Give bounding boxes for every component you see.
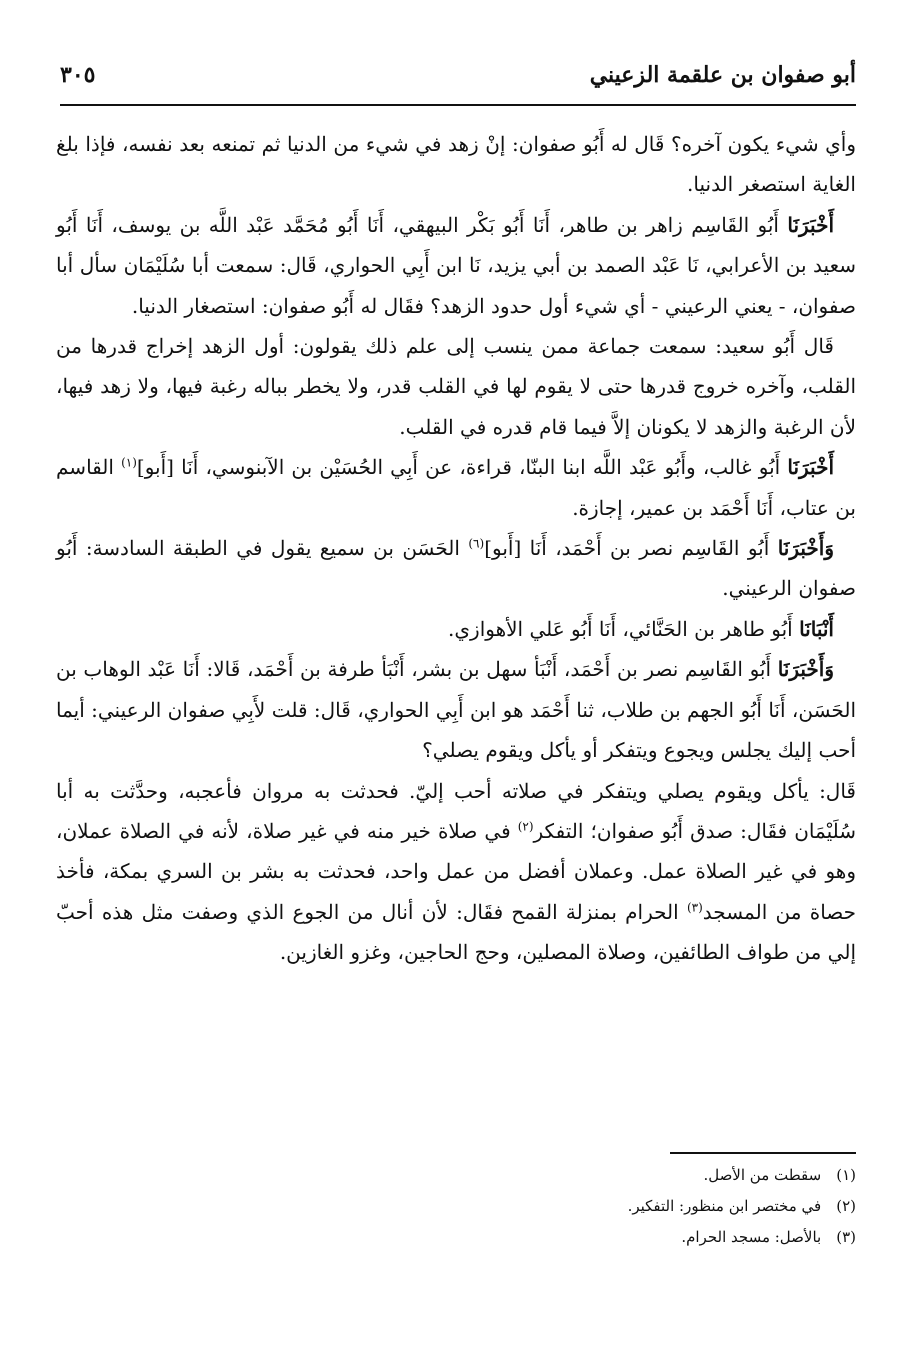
paragraph-text: الحَسَن بن سميع يقول في الطبقة السادسة: أَبُو صفوان الرعيني.: [56, 536, 856, 601]
footnote-reference: (٢): [517, 819, 534, 834]
paragraph-text: أَبُو القَاسِم زاهر بن طاهر، أَنَا أَبُو بَكْر البيهقي، أَنَا أَبُو مُحَمَّد عَبْد اللَّه بن يوسف، أَنَا أَبُو سعيد بن الأعرابي، نَا عَبْد الصمد بن أبي يزيد، نَا ابن أَبِي الحواري، قَال: سمعت أبا سُلَيْمَان سأل أبا صفوان، - يعني الرعيني - أي شيء أول حدود الزهد؟ فقَال له أَبُو صفوان: استصغار الدنيا.: [56, 212, 856, 318]
paragraph-text: الحرام بمنزلة القمح فقَال: لأن أنال من الجوع الذي وصفت مثل هذه أحبّ إلي من طواف الطائفين، وصلاة المصلين، وحج الحاجين، وغزو الغازين.: [56, 899, 856, 965]
footnotes: [420, 1160, 856, 1253]
paragraph-text: القاسم بن عتاب، أَنَا أَحْمَد بن عمير، إجازة.: [56, 455, 856, 520]
paragraph-3: [56, 326, 856, 447]
paragraph-lead-word: وَأَخْبَرَنَا: [777, 657, 835, 682]
footnote-reference: (٣): [686, 900, 703, 915]
paragraph-text: قَال أَبُو سعيد: سمعت جماعة ممن ينسب إلى علم ذلك يقولون: أول الزهد إخراج قدرها من القلب، وآخره خروج قدرها حتى لا يقوم لها في القلب قدر، ولا يخطر بباله رغبة فيها، ولا زهد فيها، لأن الرغبة والزهد لا يكونان إلاَّ فيما قام قدره في القلب.: [56, 334, 856, 439]
footnote-number: (٢): [836, 1197, 856, 1215]
paragraph-text: في صلاة خير منه في غير صلاة، لأنه في الصلاة عملان، وهو في غير الصلاة عمل. وعملان أفضل من عمل واحد، فحدثت به بشر بن السري بمكة، فأخذ حصاة من المسجد: [56, 818, 856, 924]
paragraph-8: [56, 771, 856, 973]
paragraph-text: أَبُو القَاسِم نصر بن أَحْمَد، أَنْبَأ سهل بن بشر، أَنْبَأ طرفة بن أَحْمَد، قَالا: أَنَا عَبْد الوهاب بن الحَسَن، أَنَا أَبُو الجهم بن طلاب، ثنا أَحْمَد هو ابن أَبِي الحواري، قَال: قلت لأَبِي صفوان الرعيني: أيما أحب إليك يجلس ويجوع ويتفكر أو يأكل ويقوم يصلي؟: [56, 657, 856, 763]
paragraph-6: [56, 609, 856, 649]
footnote-number: (٣): [836, 1228, 856, 1246]
paragraph-4: [56, 447, 856, 528]
paragraph-lead-word: وَأَخْبَرَنَا: [777, 536, 835, 561]
footnote-rule: [670, 1152, 856, 1154]
footnote-number: (١): [836, 1166, 856, 1184]
paragraph-7: [56, 649, 856, 770]
running-header: [60, 62, 856, 102]
paragraph-text: وأي شيء يكون آخره؟ قَال له أَبُو صفوان: إنْ زهد في شيء من الدنيا ثم تمنعه بعد نفسه، فإذا بلغ الغاية استصغر الدنيا.: [56, 132, 856, 197]
paragraph-text: أَبُو غالب، وأَبُو عَبْد اللَّه ابنا البنّا، قراءة، عن أَبِي الحُسَيْن بن الآبنوسي، أَنَا [أَبو]: [136, 455, 781, 480]
footnote-2: [420, 1191, 856, 1222]
footnote-text: في مختصر ابن منظور: التفكير.: [627, 1197, 822, 1215]
paragraph-lead-word: أَخْبَرَنَا: [787, 212, 834, 237]
page-number: ٣٠٥: [60, 62, 96, 88]
paragraph-1: [56, 124, 856, 205]
paragraph-lead-word: أَنْبَانَا: [799, 616, 834, 641]
main-text: [56, 124, 856, 973]
footnote-text: بالأصل: مسجد الحرام.: [681, 1228, 822, 1246]
footnote-3: [420, 1222, 856, 1253]
footnote-reference: (٦): [468, 536, 485, 551]
paragraph-5: [56, 528, 856, 609]
paragraph-text: قَال: يأكل ويقوم يصلي ويتفكر في صلاته أحب إليّ. فحدثت به مروان فأعجبه، وحدَّثت به أبا سُلَيْمَان فقَال: صدق أَبُو صفوان؛ التفكر: [56, 778, 856, 843]
paragraph-2: [56, 205, 856, 326]
paragraph-lead-word: أَخْبَرَنَا: [787, 455, 834, 480]
footnote-reference: (١): [121, 455, 137, 470]
footnote-text: سقطت من الأصل.: [703, 1166, 822, 1184]
footnote-1: [420, 1160, 856, 1191]
paragraph-text: أَبُو طاهر بن الحَنَّائي، أَنَا أَبُو عَلي الأهوازي.: [448, 616, 793, 641]
running-header-title: أبو صفوان بن علقمة الزعيني: [589, 62, 856, 88]
header-rule: [60, 104, 856, 106]
paragraph-text: أَبُو القَاسِم نصر بن أَحْمَد، أَنَا [أَبو]: [484, 536, 770, 561]
